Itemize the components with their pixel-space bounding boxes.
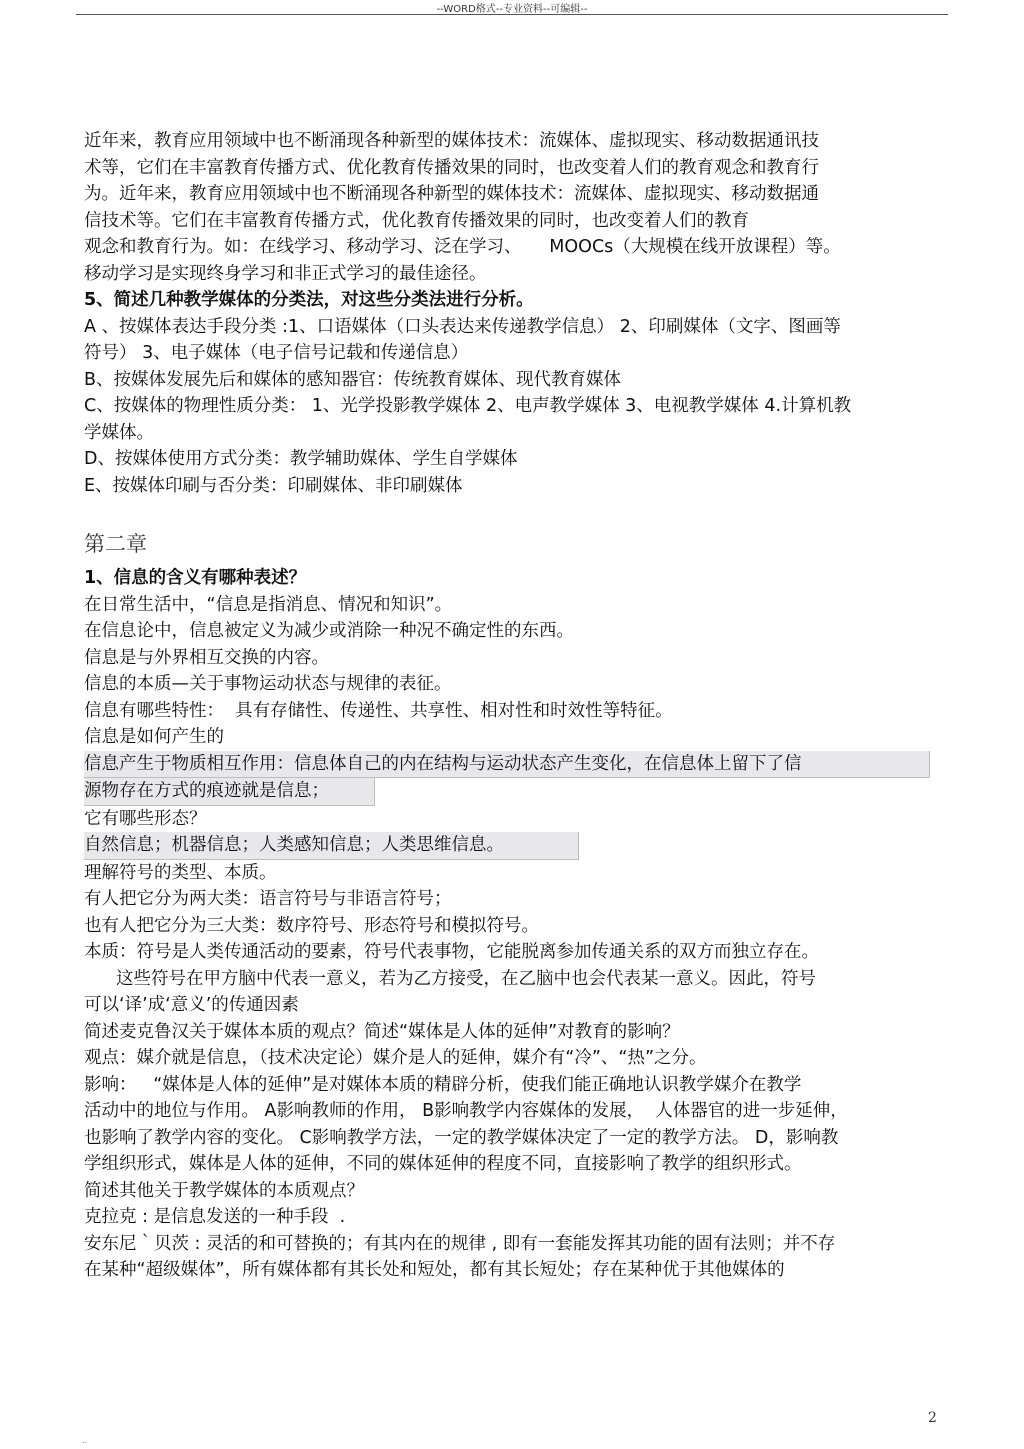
chapter-title: 第二章 — [84, 532, 147, 556]
paragraph-line: 信息是如何产生的 — [84, 727, 224, 747]
header-rule — [76, 14, 948, 15]
page-body — [84, 128, 944, 1284]
paragraph-line: 近年来，教育应用领域中也不断涌现各种新型的媒体技术：流媒体、虚拟现实、移动数据通讯技 — [84, 131, 819, 151]
paragraph-line: 本质：符号是人类传通活动的要素，符号代表事物，它能脱离参加传通关系的双方而独立存在。 — [84, 942, 819, 962]
paragraph-line: 在日常生活中，“信息是指消息、情况和知识”。 — [84, 594, 453, 615]
highlight-box: 信息产生于物质相互作用：信息体自己的内在结构与运动状态产生变化，在信息体上留下了信 — [84, 751, 930, 779]
paragraph-line: 信技术等。它们在丰富教育传播方式，优化教育传播效果的同时，也改变着人们的教育 — [84, 210, 749, 231]
header-text: --WORD格式--专业资料--可编辑-- — [436, 4, 588, 15]
paragraph-line: 学组织形式，媒体是人体的延伸，不同的媒体延伸的程度不同，直接影响了教学的组织形式。 — [84, 1154, 802, 1174]
paragraph-line: 也影响了教学内容的变化。 C影响教学方法，一定的教学媒体决定了一定的教学方法。 D，影响教 — [84, 1127, 839, 1148]
question-heading: 1、信息的含义有哪种表述？ — [84, 568, 307, 588]
paragraph-line: 也有人把它分为三大类：数序符号、形态符号和模拟符号。 — [84, 915, 539, 936]
paragraph-line: 这些符号在甲方脑中代表一意义，若为乙方接受，在乙脑中也会代表某一意义。因此，符号 — [116, 968, 816, 989]
paragraph-line: C、按媒体的物理性质分类： 1、光学投影教学媒体 2、电声教学媒体 3、电视教学媒体 4.计算机教 — [84, 396, 852, 416]
highlighted-line — [84, 778, 944, 806]
paragraph-line: 信息是与外界相互交换的内容。 — [84, 647, 329, 668]
paragraph-line: 术等，它们在丰富教育传播方式、优化教育传播效果的同时，也改变着人们的教育观念和教育行 — [84, 157, 819, 178]
question-heading: 5、简述几种教学媒体的分类法，对这些分类法进行分析。 — [84, 290, 534, 310]
paragraph-line: 有人把它分为两大类：语言符号与非语言符号； — [84, 889, 452, 909]
paragraph-line: 简述其他关于教学媒体的本质观点？ — [84, 1180, 364, 1201]
highlight-box: 源物存在方式的痕迹就是信息； — [84, 778, 375, 806]
highlighted-line — [84, 832, 944, 860]
paragraph-line: 信息的本质—关于事物运动状态与规律的表征。 — [84, 674, 452, 694]
paragraph-line: 理解符号的类型、本质。 — [84, 862, 277, 883]
paragraph-line: A 、按媒体表达手段分类 :1、口语媒体（口头表达来传递教学信息） 2、印刷媒体（文字、图画等 — [84, 316, 841, 337]
footer-mark: .. — [82, 1436, 88, 1445]
paragraph-line: 它有哪些形态？ — [84, 808, 207, 829]
paragraph-line: D、按媒体使用方式分类：教学辅助媒体、学生自学媒体 — [84, 449, 518, 469]
paragraph-line: 信息有哪些特性： 具有存储性、传递性、共享性、相对性和时效性等特征。 — [84, 700, 673, 721]
paragraph-line: B、按媒体发展先后和媒体的感知器官：传统教育媒体、现代教育媒体 — [84, 369, 622, 390]
paragraph-line: 影响： “媒体是人体的延伸”是对媒体本质的精辟分析，使我们能正确地认识教学媒介在教学 — [84, 1074, 802, 1095]
paragraph-line: E、按媒体印刷与否分类：印刷媒体、非印刷媒体 — [84, 475, 463, 496]
paragraph-line: 可以‘译’成‘意义’的传通因素 — [84, 995, 299, 1015]
paragraph-line: 学媒体。 — [84, 422, 154, 443]
paragraph-line: 活动中的地位与作用。 A影响教师的作用， B影响教学内容媒体的发展， 人体器官的进一步延伸， — [84, 1101, 848, 1121]
paragraph-line: 安东尼｀贝茨 : 灵活的和可替换的；有其内在的规律 , 即有一套能发挥其功能的固有法则；并不存 — [84, 1233, 836, 1254]
paragraph-line: 在信息论中，信息被定义为减少或消除一种况不确定性的东西。 — [84, 621, 574, 641]
paragraph-line: 克拉克 : 是信息发送的一种手段 . — [84, 1207, 346, 1227]
paragraph-line: 简述麦克鲁汉关于媒体本质的观点？简述“媒体是人体的延伸”对教育的影响？ — [84, 1021, 680, 1042]
paragraph-line: 在某种“超级媒体”，所有媒体都有其长处和短处，都有其长短处；存在某种优于其他媒体的 — [84, 1260, 785, 1280]
paragraph-line: 观点：媒介就是信息，（技术决定论）媒介是人的延伸，媒介有“冷”、“热”之分。 — [84, 1048, 707, 1068]
highlight-box: 自然信息；机器信息；人类感知信息；人类思维信息。 — [84, 832, 579, 860]
paragraph-line: 为。近年来，教育应用领域中也不断涌现各种新型的媒体技术：流媒体、虚拟现实、移动数据通 — [84, 184, 819, 204]
highlighted-line — [84, 751, 944, 779]
page-number: 2 — [928, 1410, 937, 1426]
paragraph-line: 移动学习是实现终身学习和非正式学习的最佳途径。 — [84, 263, 487, 284]
paragraph-line: 符号） 3、电子媒体（电子信号记载和传递信息） — [84, 343, 469, 363]
paragraph-line: 观念和教育行为。如：在线学习、移动学习、泛在学习、 MOOCs（大规模在线开放课程）等。 — [84, 237, 841, 257]
